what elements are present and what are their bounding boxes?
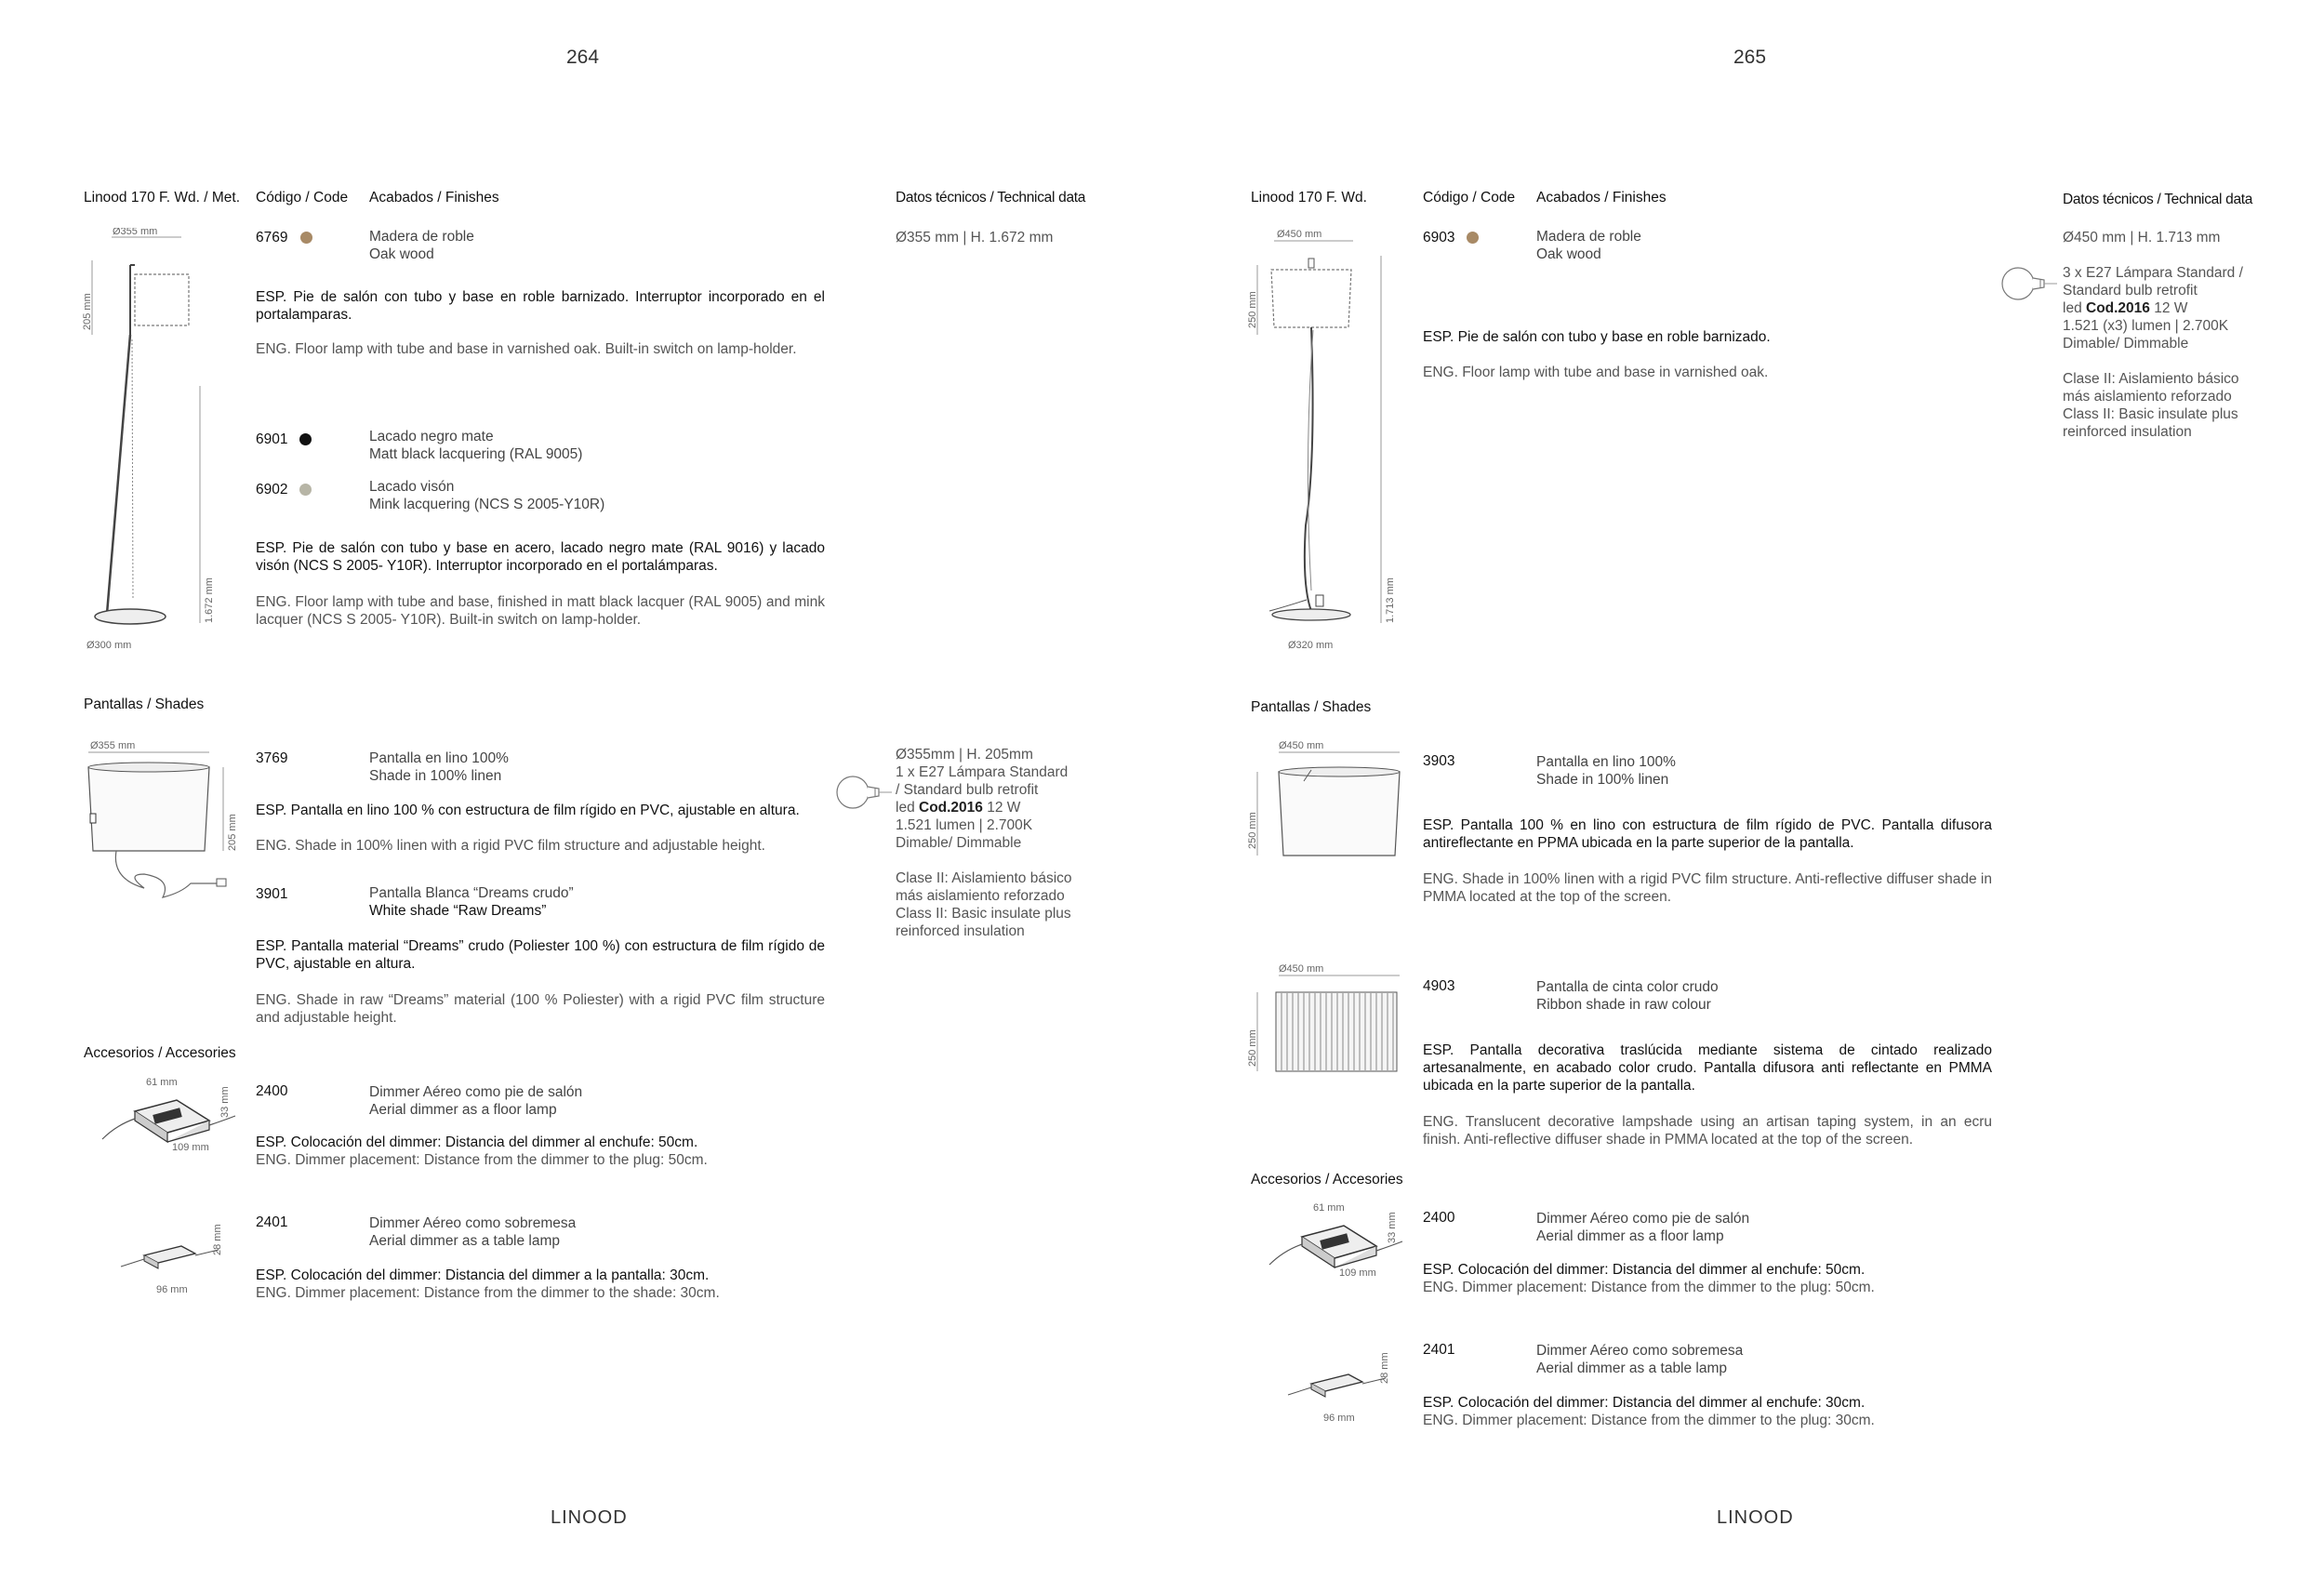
column-tech-header: Datos técnicos / Technical data xyxy=(896,190,1086,206)
dimmer-table-esp: ESP. Colocación del dimmer: Distancia del dimmer a la pantalla: 30cm. xyxy=(256,1267,710,1283)
dimmer-floor-eng: ENG. Dimmer placement: Distance from the dimmer to the plug: 50cm. xyxy=(256,1152,708,1168)
dim-base-label: Ø300 mm xyxy=(86,640,132,651)
code-6903: 6903 xyxy=(1423,230,1455,245)
svg-text:109 mm: 109 mm xyxy=(1339,1267,1376,1279)
svg-text:96 mm: 96 mm xyxy=(1323,1413,1355,1424)
shade-dreams-esp: ESP. Pantalla material “Dreams” crudo (Poliester 100 %) con estructura de film rígido de PVC, ajustable en altura. xyxy=(256,938,825,972)
svg-text:28 mm: 28 mm xyxy=(1379,1352,1390,1384)
description-eng-right: ENG. Floor lamp with tube and base in varnished oak. xyxy=(1423,365,1769,380)
code-6902: 6902 xyxy=(256,482,288,498)
svg-text:250 mm: 250 mm xyxy=(1247,1029,1258,1067)
finish-mink: Lacado visón Mink lacquering (NCS S 2005-Y10R) xyxy=(369,479,605,512)
column-finishes-header-right: Acabados / Finishes xyxy=(1536,190,1667,206)
svg-text:96 mm: 96 mm xyxy=(156,1284,188,1295)
accessories-title-right: Accesorios / Accesories xyxy=(1251,1172,1403,1188)
dim-top-label: Ø355 mm xyxy=(113,228,158,237)
page-number-left: 264 xyxy=(566,46,600,68)
finish-swatch-mink xyxy=(299,484,312,496)
svg-text:33 mm: 33 mm xyxy=(1387,1212,1398,1243)
description-esp-right: ESP. Pie de salón con tubo y base en roble barnizado. xyxy=(1423,329,1771,345)
svg-text:Ø320 mm: Ø320 mm xyxy=(1288,640,1334,651)
dimmer-floor-name-right: Dimmer Aéreo como pie de salón Aerial dimmer as a floor lamp xyxy=(1536,1211,1750,1244)
tech-dimensions: Ø355 mm | H. 1.672 mm xyxy=(896,230,1054,245)
shade-dim-d-label: Ø355 mm xyxy=(90,740,136,751)
product-title: Linood 170 F. Wd. / Met. xyxy=(84,190,241,206)
shade-ribbon-eng: ENG. Translucent decorative lampshade using an artisan taping system, in an ecru finish. Anti-reflective diffuser shade in PMMA located at the top of the screen. xyxy=(1423,1114,1992,1148)
dimmer-table-eng-right: ENG. Dimmer placement: Distance from the dimmer to the plug: 30cm. xyxy=(1423,1413,1875,1428)
description-eng-metal: ENG. Floor lamp with tube and base, finished in matt black lacquer (RAL 9005) and mink lacquer (NCS S 2005- Y10R). Built-in switch on lamp-holder. xyxy=(256,594,825,628)
code-3769: 3769 xyxy=(256,750,288,766)
dim-total-label: 1.672 mm xyxy=(204,577,215,623)
bulb-icon xyxy=(834,774,894,811)
dim-shade-label: 205 mm xyxy=(82,293,93,330)
dimmer-floor-name: Dimmer Aéreo como pie de salón Aerial dimmer as a floor lamp xyxy=(369,1084,583,1118)
dimmer-table-drawing-right xyxy=(1283,1337,1404,1430)
shade-ribbon-esp: ESP. Pantalla decorativa traslúcida mediante sistema de cintado realizado artesanalmente, en acabado color crudo. Pantalla difusora anti reflectante en PMMA ubicada en la parte superior de la pantalla. xyxy=(1423,1042,1992,1094)
shade-dim-h-label: 205 mm xyxy=(227,814,238,851)
shade-ribbon-drawing xyxy=(1246,962,1409,1083)
column-code-header-right: Código / Code xyxy=(1423,190,1516,206)
shade-ribbon-name: Pantalla de cinta color crudo Ribbon shade in raw colour xyxy=(1536,979,1719,1013)
svg-text:61 mm: 61 mm xyxy=(146,1077,178,1088)
page-number-right: 265 xyxy=(1733,46,1767,68)
svg-text:Ø450 mm: Ø450 mm xyxy=(1279,740,1324,751)
dimmer-table-eng: ENG. Dimmer placement: Distance from the dimmer to the shade: 30cm. xyxy=(256,1285,720,1301)
code-2401: 2401 xyxy=(256,1214,288,1230)
bulb-icon-right xyxy=(1999,265,2059,302)
shade-dreams-name: Pantalla Blanca “Dreams crudo” White shade “Raw Dreams” xyxy=(369,885,574,919)
code-6901: 6901 xyxy=(256,431,288,447)
svg-text:61 mm: 61 mm xyxy=(1313,1202,1345,1214)
column-finishes-header: Acabados / Finishes xyxy=(369,190,499,206)
shade-linen-eng-right: ENG. Shade in 100% linen with a rigid PVC film structure. Anti-reflective diffuser shade in PMMA located at the top of the screen. xyxy=(1423,871,1992,905)
shade-linen-eng: ENG. Shade in 100% linen with a rigid PVC film structure and adjustable height. xyxy=(256,838,765,854)
dimmer-table-name: Dimmer Aéreo como sobremesa Aerial dimmer as a table lamp xyxy=(369,1215,577,1249)
floor-lamp-drawing-right xyxy=(1246,228,1414,660)
code-4903: 4903 xyxy=(1423,978,1455,994)
dimmer-table-drawing xyxy=(116,1209,237,1302)
code-2400-right: 2400 xyxy=(1423,1210,1455,1226)
shade-linen-esp-right: ESP. Pantalla 100 % en lino con estructura de film rígido de PVC. Pantalla difusora antireflectante en PPMA ubicada en la parte superior de la pantalla. xyxy=(1423,817,1992,851)
dimmer-floor-esp-right: ESP. Colocación del dimmer: Distancia del dimmer al enchufe: 50cm. xyxy=(1423,1262,1866,1278)
column-tech-header-right: Datos técnicos / Technical data xyxy=(2063,192,2253,207)
description-esp-metal: ESP. Pie de salón con tubo y base en acero, lacado negro mate (RAL 9016) y lacado visón (NCS S 2005- Y10R). Interruptor incorporado en el portalámparas. xyxy=(256,540,825,574)
dimmer-floor-eng-right: ENG. Dimmer placement: Distance from the dimmer to the plug: 50cm. xyxy=(1423,1280,1875,1295)
finish-swatch-black xyxy=(299,433,312,445)
code-2401-right: 2401 xyxy=(1423,1342,1455,1358)
shade-linen-name-right: Pantalla en lino 100% Shade in 100% linen xyxy=(1536,754,1676,788)
dimmer-table-name-right: Dimmer Aéreo como sobremesa Aerial dimmer as a table lamp xyxy=(1536,1343,1744,1376)
svg-text:250 mm: 250 mm xyxy=(1247,812,1258,849)
shade-linen-esp: ESP. Pantalla en lino 100 % con estructura de film rígido en PVC, ajustable en altura. xyxy=(256,803,800,818)
finish-oak-right: Madera de roble Oak wood xyxy=(1536,229,1641,262)
shades-title-right: Pantallas / Shades xyxy=(1251,699,1372,715)
code-6769: 6769 xyxy=(256,230,288,245)
dimmer-floor-drawing xyxy=(98,1074,237,1167)
description-esp: ESP. Pie de salón con tubo y base en roble barnizado. Interruptor incorporado en el portalamparas. xyxy=(256,289,825,323)
finish-black: Lacado negro mate Matt black lacquering (RAL 9005) xyxy=(369,429,583,462)
shades-title: Pantallas / Shades xyxy=(84,697,205,712)
accessories-title: Accesorios / Accesories xyxy=(84,1045,236,1061)
footer-brand-right: LINOOD xyxy=(1717,1507,1794,1528)
footer-brand-left: LINOOD xyxy=(551,1507,628,1528)
floor-lamp-drawing xyxy=(79,228,251,660)
shade-tech-data: Ø355mm | H. 205mm 1 x E27 Lámpara Standard / Standard bulb retrofit led Cod.2016 12 W 1.521 lumen | 2.700K Dimable/ Dimmable Clase II: Aislamiento básico más aislamiento reforzado Class II: Basic insulate plus reinforced insulation xyxy=(896,747,1072,939)
tech-data-right: Ø450 mm | H. 1.713 mm 3 x E27 Lámpara Standard / Standard bulb retrofit led Cod.2016 12 W 1.521 (x3) lumen | 2.700K Dimable/ Dimmable Clase II: Aislamiento básico más aislamiento reforzado Class II: Basic insulate plus reinforced insulation xyxy=(2063,230,2243,440)
svg-text:1.713 mm: 1.713 mm xyxy=(1385,577,1396,623)
svg-text:250 mm: 250 mm xyxy=(1247,291,1258,328)
dimmer-floor-esp: ESP. Colocación del dimmer: Distancia del dimmer al enchufe: 50cm. xyxy=(256,1134,698,1150)
finish-oak: Madera de roble Oak wood xyxy=(369,229,474,262)
description-eng: ENG. Floor lamp with tube and base in varnished oak. Built-in switch on lamp-holder. xyxy=(256,341,797,357)
finish-swatch-oak xyxy=(300,232,312,244)
dimmer-floor-drawing-right xyxy=(1265,1200,1404,1293)
dimmer-table-esp-right: ESP. Colocación del dimmer: Distancia del dimmer al enchufe: 30cm. xyxy=(1423,1395,1866,1411)
code-3901: 3901 xyxy=(256,886,288,902)
svg-text:Ø450 mm: Ø450 mm xyxy=(1277,229,1322,240)
svg-text:Ø450 mm: Ø450 mm xyxy=(1279,963,1324,975)
svg-text:28 mm: 28 mm xyxy=(212,1224,223,1255)
shade-dreams-eng: ENG. Shade in raw “Dreams” material (100 % Poliester) with a rigid PVC film structure and adjustable height. xyxy=(256,992,825,1026)
product-title-right: Linood 170 F. Wd. xyxy=(1251,190,1367,206)
code-2400: 2400 xyxy=(256,1083,288,1099)
svg-text:33 mm: 33 mm xyxy=(219,1086,231,1118)
column-code-header: Código / Code xyxy=(256,190,349,206)
finish-swatch-oak-right xyxy=(1467,232,1479,244)
shade-drawing xyxy=(79,739,242,902)
code-3903: 3903 xyxy=(1423,753,1455,769)
shade-linen-drawing-right xyxy=(1246,739,1409,869)
shade-linen-name: Pantalla en lino 100% Shade in 100% linen xyxy=(369,750,509,784)
svg-text:109 mm: 109 mm xyxy=(172,1142,209,1153)
